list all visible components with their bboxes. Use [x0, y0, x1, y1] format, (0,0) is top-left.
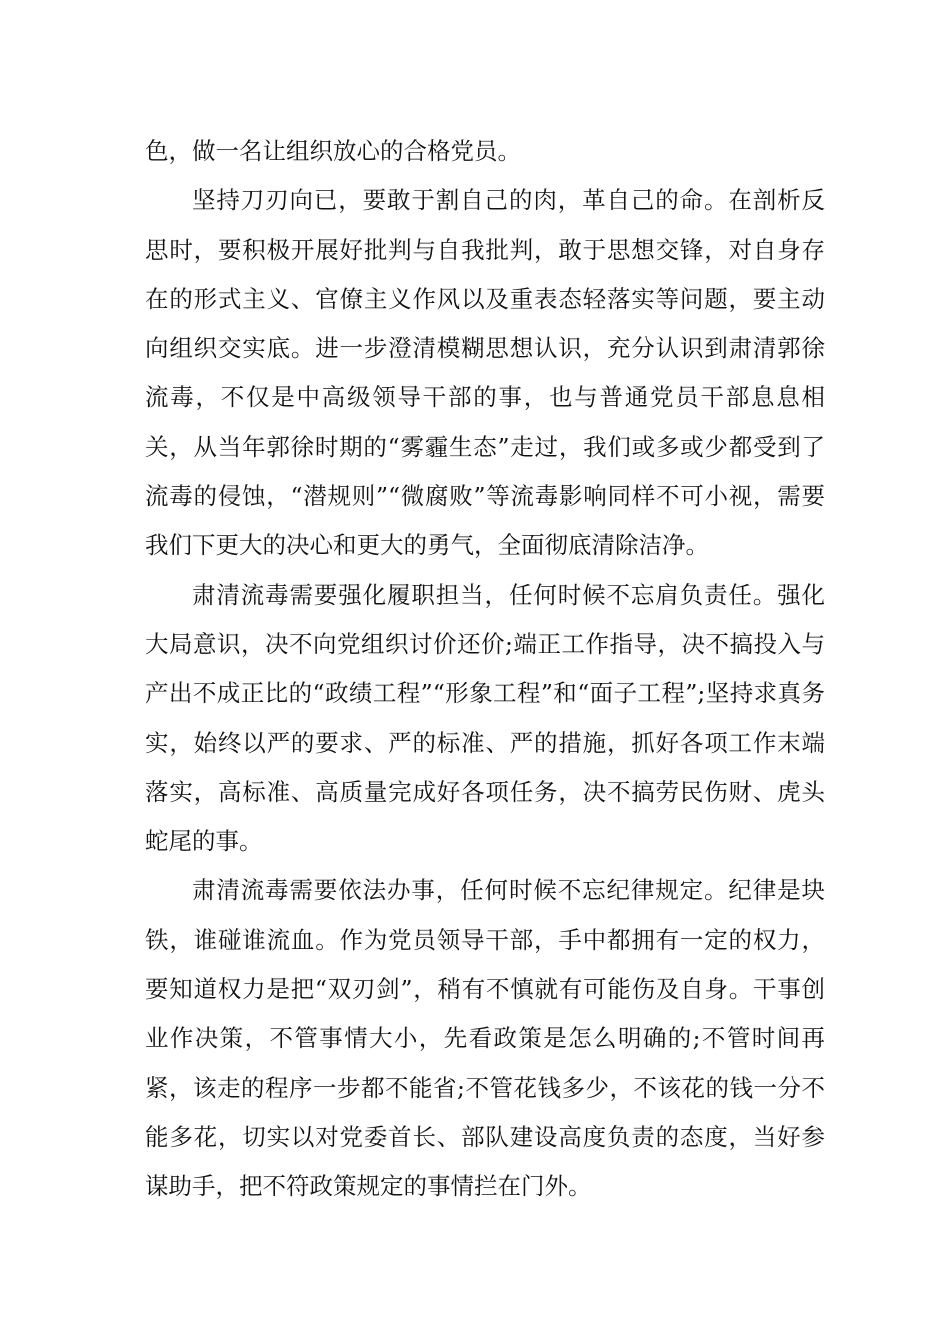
paragraph-self-criticism: 坚持刀刃向已，要敢于割自己的肉，革自己的命。在剖析反思时，要积极开展好批判与自我批判，敢于思想交锋，对自身存在的形式主义、官僚主义作风以及重表态轻落实等问题，要主动向组织交实底。进一步澄清模糊思想认识，充分认识到肃清郭徐流毒，不仅是中高级领导干部的事，也与普通党员干部息息相关，从当年郭徐时期的“雾霾生态”走过，我们或多或少都受到了流毒的侵蚀，“潜规则”“微腐败”等流毒影响同样不可小视，需要我们下更大的决心和更大的勇气，全面彻底清除洁净。: [145, 186, 825, 560]
paragraph-discipline: 肃清流毒需要依法办事，任何时候不忘纪律规定。纪律是块铁，谁碰谁流血。作为党员领导干部，手中都拥有一定的权力，要知道权力是把“双刃剑”，稍有不慎就有可能伤及自身。干事创业作决策，不管事情大小，先看政策是怎么明确的;不管时间再紧，该走的程序一步都不能省;不管花钱多少，不该花的钱一分不能多花，切实以对党委首长、部队建设高度负责的态度，当好参谋助手，把不符政策规定的事情拦在门外。: [145, 876, 825, 1201]
paragraph-continuation: 色，做一名让组织放心的合格党员。: [145, 137, 521, 165]
document-body: [145, 127, 825, 1212]
paragraph-responsibility: 肃清流毒需要强化履职担当，任何时候不忘肩负责任。强化大局意识，决不向党组织讨价还价;端正工作指导，决不搞投入与产出不成正比的“政绩工程”“形象工程”和“面子工程”;坚持求真务实，始终以严的要求、严的标准、严的措施，抓好各项工作末端落实，高标准、高质量完成好各项任务，决不搞劳民伤财、虎头蛇尾的事。: [145, 580, 825, 856]
